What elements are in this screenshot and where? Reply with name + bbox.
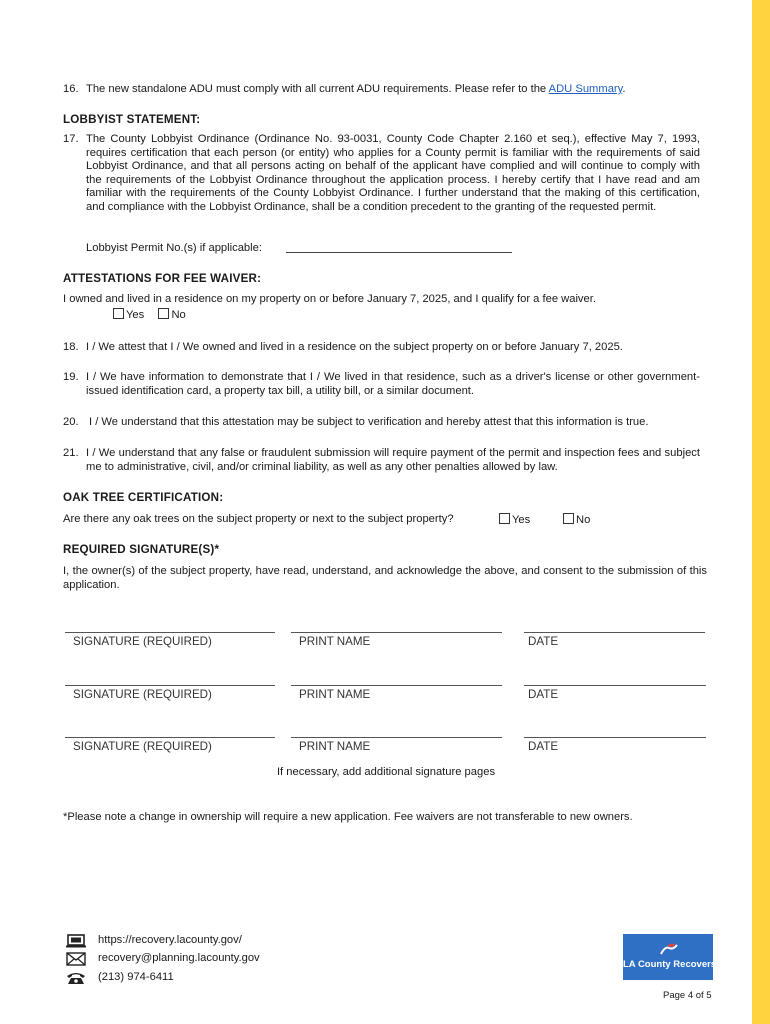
logo-text: LA County Recovers	[623, 959, 717, 970]
ownership-footnote: *Please note a change in ownership will require a new application. Fee waivers are not transferable to new owners.	[63, 811, 633, 823]
signature-field[interactable]: SIGNATURE (REQUIRED)	[65, 632, 275, 647]
signatures-heading: REQUIRED SIGNATURE(S)*	[63, 543, 220, 556]
date-field[interactable]: DATE	[524, 685, 706, 700]
adu-summary-link[interactable]: ADU Summary	[548, 83, 623, 95]
la-county-recovers-logo	[623, 934, 717, 980]
oak-yes-checkbox[interactable]	[499, 513, 510, 524]
item-number: 19.	[63, 371, 79, 383]
print-name-field[interactable]: PRINT NAME	[291, 632, 502, 647]
envelope-icon	[66, 952, 86, 966]
oak-no-checkbox[interactable]	[563, 513, 574, 524]
item-19-text: I / We have information to demonstrate that I / We lived in that residence, such as a driver's license or other government-issued identification card, a property tax bill, a utility bill, or a similar document.	[86, 371, 700, 397]
lobbyist-heading: LOBBYIST STATEMENT:	[63, 113, 201, 126]
item-number: 18.	[63, 341, 79, 353]
item-number: 16.	[63, 83, 79, 95]
fee-waiver-yes-checkbox[interactable]	[113, 308, 124, 319]
lobbyist-text: The County Lobbyist Ordinance (Ordinance No. 93-0031, County Code Chapter 2.160 et seq.), effective May 7, 1993, requires certification that each person (or entity) who applies for a County permit is familiar with the requirements of said Lobbyist Ordinance, and that all persons acting on behalf of the applicant have complied and will continue to comply with the requirements of the Lobbyist Ordinance throughout the application process. I hereby certify that I have read and am familiar with the requirements of the County Lobbyist Ordinance. I further understand that the making of this certification, and compliance with the Lobbyist Ordinance, shall be a condition precedent to the granting of the requested permit.	[86, 133, 700, 213]
oak-tree-question: Are there any oak trees on the subject property or next to the subject property?	[63, 513, 454, 525]
fee-waiver-question: I owned and lived in a residence on my property on or before January 7, 2025, and I qualify for a fee waiver.	[63, 293, 596, 305]
footer-email-row	[66, 951, 260, 967]
item-16-text: The new standalone ADU must comply with all current ADU requirements. Please refer to the	[86, 83, 547, 95]
item-number: 17.	[63, 133, 79, 145]
lobbyist-permit-label: Lobbyist Permit No.(s) if applicable:	[86, 242, 262, 254]
fee-waiver-no-checkbox[interactable]	[158, 308, 169, 319]
footer-website-row	[66, 933, 242, 949]
yellow-side-bar	[752, 0, 770, 1024]
signature-field[interactable]: SIGNATURE (REQUIRED)	[65, 685, 275, 700]
item-21-text: I / We understand that any false or fraudulent submission will require payment of the permit and inspection fees and subject me to administrative, civil, and/or criminal liability, as well as any other penalties allowed by law.	[86, 447, 700, 473]
computer-icon	[66, 934, 86, 948]
additional-pages-note: If necessary, add additional signature pages	[276, 766, 496, 778]
oak-no-option: No	[563, 513, 590, 528]
signature-field[interactable]: SIGNATURE (REQUIRED)	[65, 737, 275, 752]
footer-phone-row	[66, 970, 174, 986]
date-field[interactable]: DATE	[524, 737, 706, 752]
item-number: 20.	[63, 416, 79, 428]
print-name-field[interactable]: PRINT NAME	[291, 737, 502, 752]
item-number: 21.	[63, 447, 79, 459]
footer-email[interactable]: recovery@planning.lacounty.gov	[98, 952, 260, 965]
oak-tree-heading: OAK TREE CERTIFICATION:	[63, 491, 224, 504]
lobbyist-permit-row	[86, 242, 262, 256]
date-field[interactable]: DATE	[524, 632, 705, 647]
footer-phone[interactable]: (213) 974-6411	[98, 971, 174, 984]
footer-website[interactable]: https://recovery.lacounty.gov/	[98, 934, 242, 947]
item-18-text: I / We attest that I / We owned and lived in a residence on the subject property on or before January 7, 2025.	[86, 341, 623, 353]
oak-yes-option: Yes	[499, 513, 530, 528]
item-20-text: I / We understand that this attestation may be subject to verification and hereby attest that this information is true.	[89, 416, 649, 428]
lobbyist-permit-field[interactable]	[286, 252, 512, 253]
print-name-field[interactable]: PRINT NAME	[291, 685, 502, 700]
flag-icon	[659, 942, 679, 956]
fee-waiver-options: Yes No	[113, 308, 186, 323]
signatures-consent-text: I, the owner(s) of the subject property, have read, understand, and acknowledge the above, and consent to the submission of this application.	[63, 565, 707, 591]
fee-waiver-heading: ATTESTATIONS FOR FEE WAIVER:	[63, 272, 262, 285]
telephone-icon	[66, 971, 86, 985]
page-number: Page 4 of 5	[663, 990, 712, 1001]
